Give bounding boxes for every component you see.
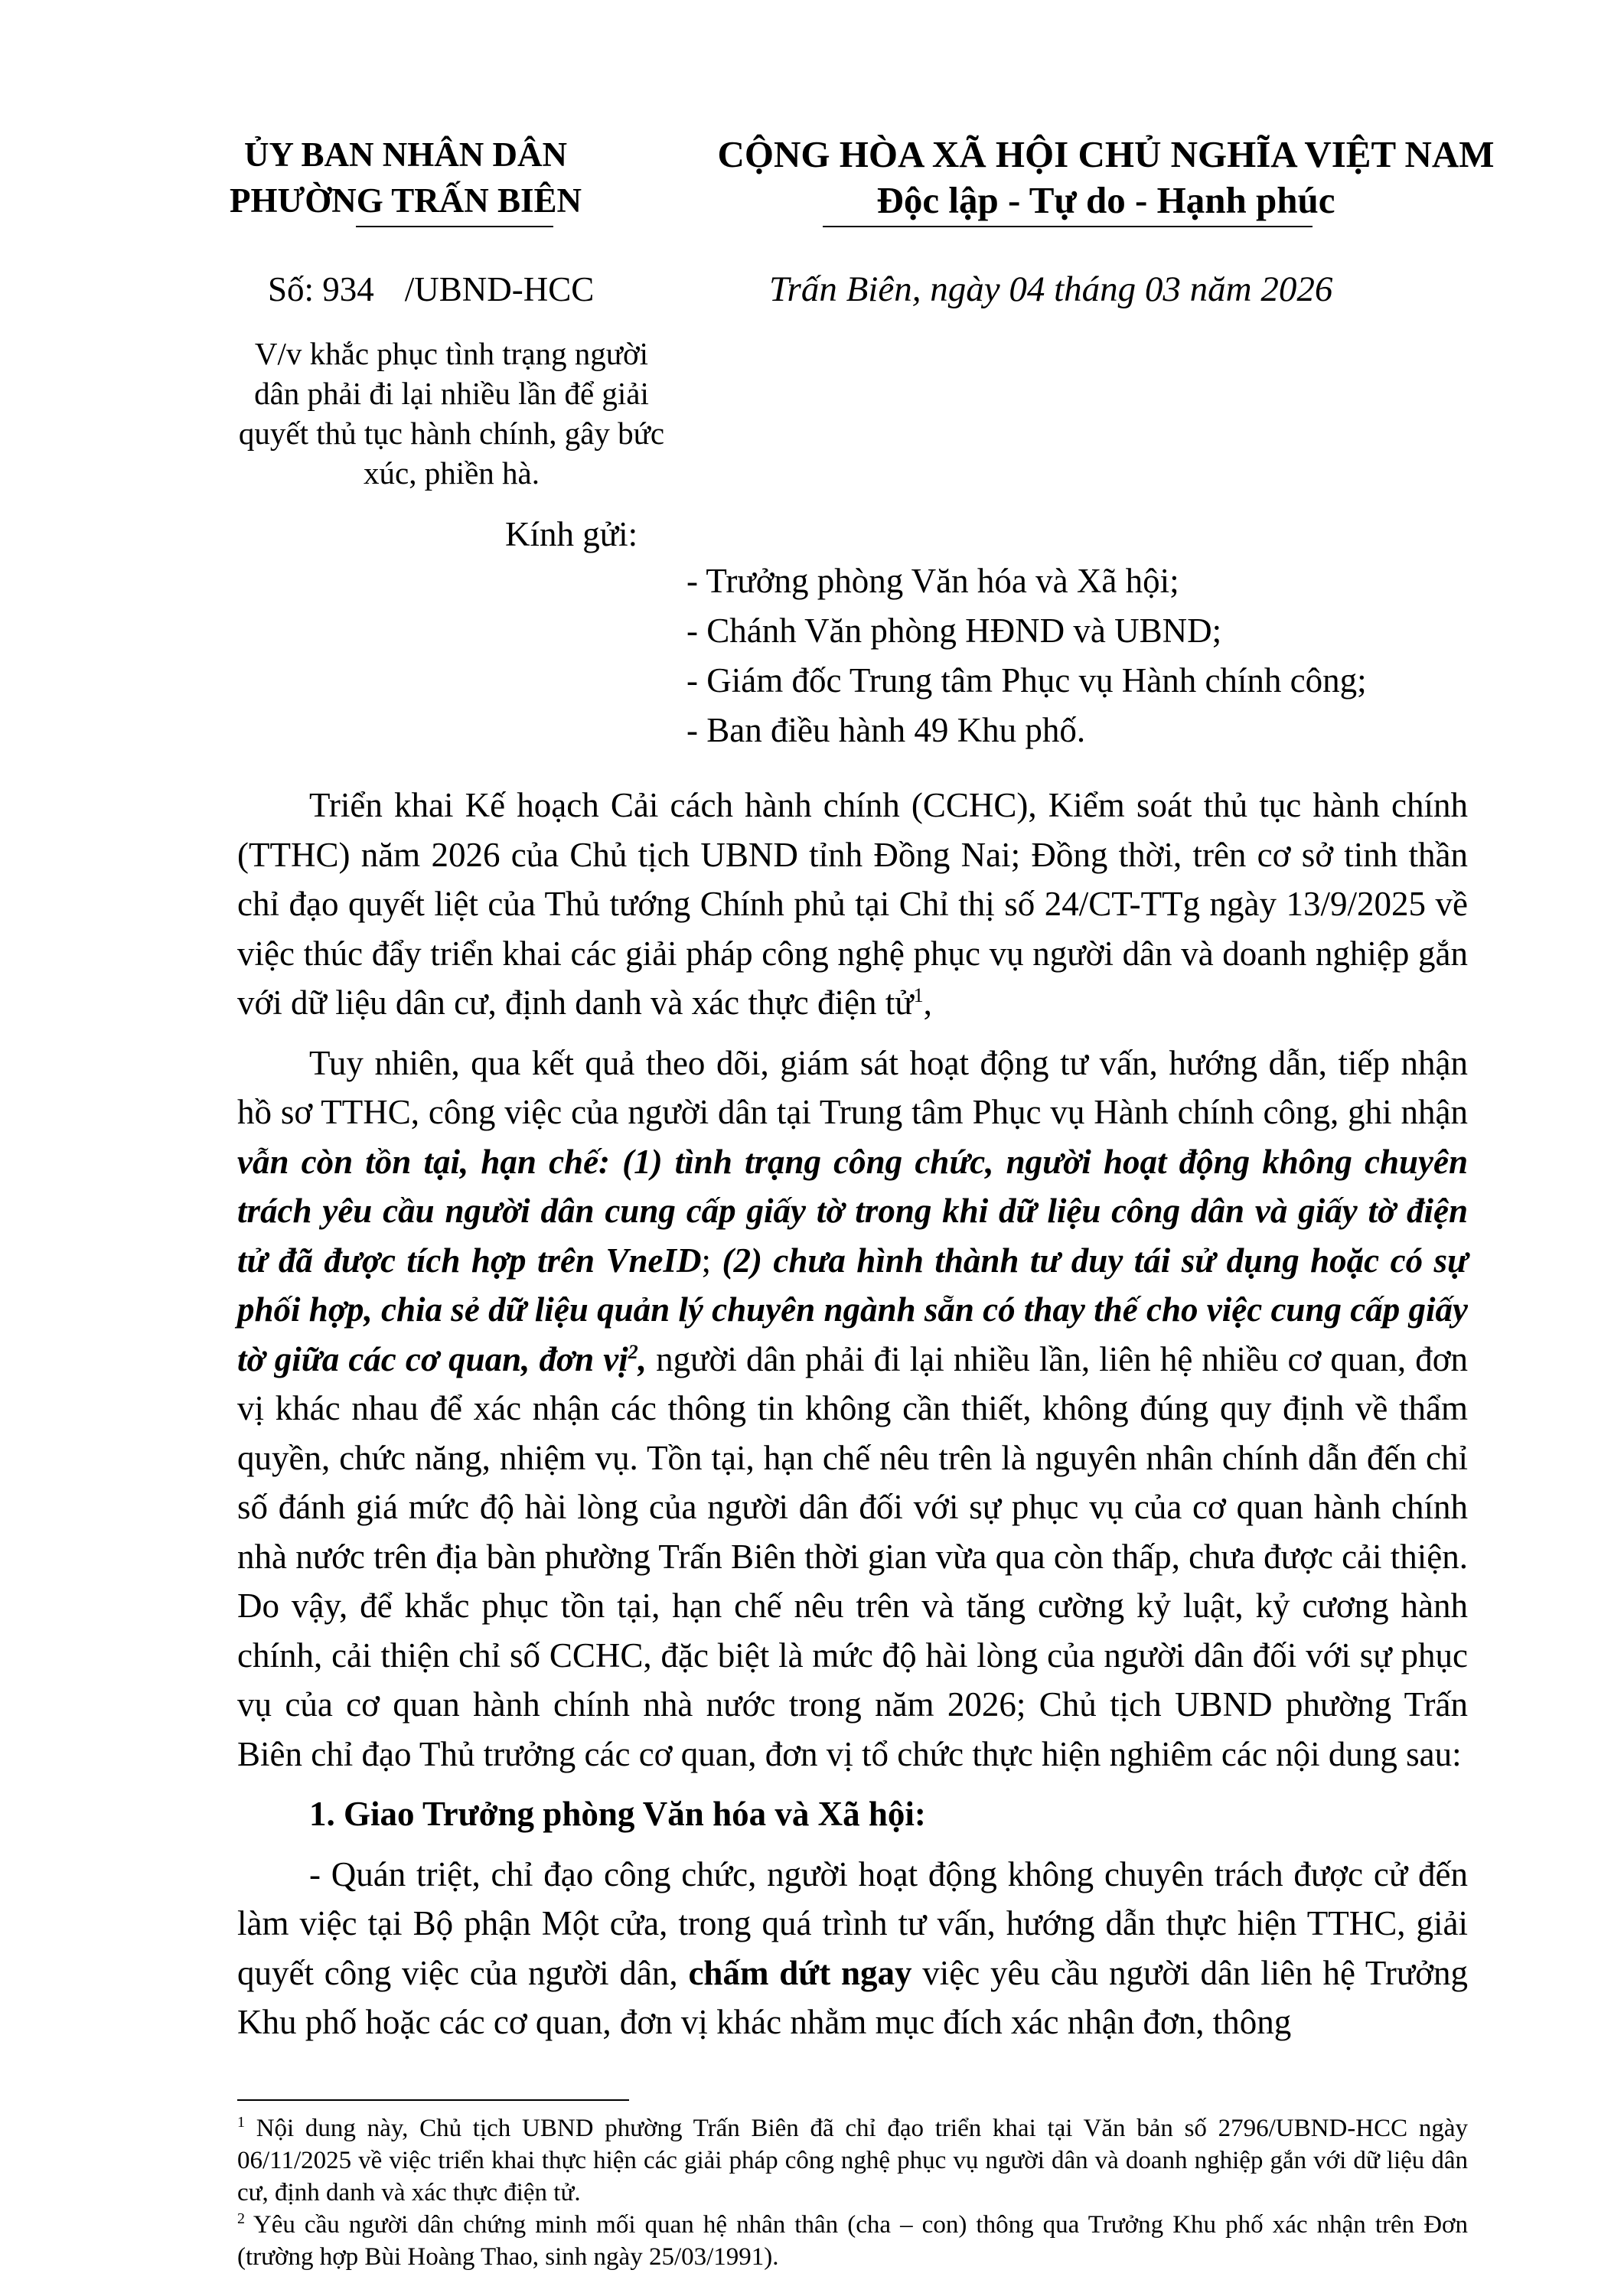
document-body [237,781,1468,2058]
footnote-1 [237,2112,1468,2209]
issuing-agency [191,132,620,223]
paragraph-2-separator: ; [701,1241,722,1280]
footnote-text: Nội dung này, Chủ tịch UBND phường Trấn Biên đã chỉ đạo triển khai tại Văn bản số 2796/UBND-HCC ngày 06/11/2025 về việc triển khai thực hiện các giải pháp công nghệ phục vụ người dân và doanh nghiệp gắn với dữ liệu dân cư, định danh và xác thực điện tử. [237,2115,1468,2206]
recipients-label: Kính gửi: [505,515,638,553]
document-subject: V/v khắc phục tình trạng người dân phải đi lại nhiều lần để giải quyết thủ tục hành chính, gây bức xúc, phiền hà. [238,336,665,491]
agency-name-line2: PHƯỜNG TRẤN BIÊN [229,181,582,220]
recipient-item: - Trưởng phòng Văn hóa và Xã hội; [686,562,1179,600]
paragraph-3-rest: việc yêu cầu người dân liên hệ Trưởng Khu phố hoặc các cơ quan, đơn vị khác nhằm mục đích xác nhận đơn, thông [237,1953,1469,2041]
paragraph-2-emphasis-1: vẫn còn tồn tại, hạn chế: (1) tình trạng công chức, người hoạt động không chuyên trách yêu cầu người dân cung cấp giấy tờ trong khi dữ liệu công dân và giấy tờ điện tử đã được tích hợp trên VneID [237,1142,1468,1280]
motto-underline [823,226,1313,227]
paragraph-1-end: , [923,983,932,1022]
agency-name-line1: ỦY BAN NHÂN DÂN [243,135,568,174]
footnote-mark: 2 [237,2210,245,2227]
recipient-item: - Ban điều hành 49 Khu phố. [686,711,1086,749]
paragraph-2-emphasis-2: (2) chưa hình thành tư duy tái sử dụng hoặc có sự phối hợp, chia sẻ dữ liệu quản lý chuyên ngành sẵn có thay thế cho việc cung cấp giấy tờ giữa các cơ quan, đơn vị [237,1241,1468,1378]
paragraph-3-emphasis: chấm dứt ngay [688,1953,912,1992]
document-number [268,266,594,312]
paragraph-2-rest: người dân phải đi lại nhiều lần, liên hệ nhiều cơ quan, đơn vị khác nhau để xác nhận các thông tin không cần thiết, không đúng quy định về thẩm quyền, chức năng, nhiệm vụ. Tồn tại, hạn chế nêu trên là nguyên nhân chính dẫn đến chỉ số đánh giá mức độ hài lòng của người dân đối với sự phục vụ của cơ quan hành chính nhà nước trên địa bàn phường Trấn Biên thời gian vừa qua còn thấp, chưa được cải thiện. Do vậy, để khắc phục tồn tại, hạn chế nêu trên và tăng cường kỷ luật, kỷ cương hành chính, cải thiện chỉ số CCHC, đặc biệt là mức độ hài lòng của người dân đối với sự phục vụ của cơ quan hành chính nhà nước trong năm 2026; Chủ tịch UBND phường Trấn Biên chỉ đạo Thủ trưởng các cơ quan, đơn vị tổ chức thực hiện nghiêm các nội dung sau: [237,1339,1469,1773]
national-motto [658,132,1554,223]
footnotes [237,2112,1468,2273]
document-number-suffix: /UBND-HCC [404,270,595,308]
paragraph-2-intro: Tuy nhiên, qua kết quả theo dõi, giám sát hoạt động tư vấn, hướng dẫn, tiếp nhận hồ sơ TTHC, công việc của người dân tại Trung tâm Phục vụ Hành chính công, ghi nhận [237,1043,1468,1131]
document-number-prefix: Số: 934 [268,270,374,308]
footnote-mark: 1 [237,2114,245,2131]
nation-name: CỘNG HÒA XÃ HỘI CHỦ NGHĨA VIỆT NAM [717,133,1495,175]
footnote-ref-2: 2 [628,1340,638,1363]
paragraph-1 [237,781,1468,1028]
footnote-ref-1: 1 [913,984,924,1006]
footnote-text: Yêu cầu người dân chứng minh mối quan hệ nhân thân (cha – con) thông qua Trưởng Khu phố xác nhận trên Đơn (trường hợp Bùi Hoàng Thao, sinh ngày 25/03/1991). [237,2211,1468,2271]
recipients-list [686,556,1367,755]
footnote-2 [237,2209,1468,2273]
paragraph-1-text: Triển khai Kế hoạch Cải cách hành chính (CCHC), Kiểm soát thủ tục hành chính (TTHC) năm 2026 của Chủ tịch UBND tỉnh Đồng Nai; Đồng thời, trên cơ sở tinh thần chỉ đạo quyết liệt của Thủ tướng Chính phủ tại Chỉ thị số 24/CT-TTg ngày 13/9/2025 về việc thúc đẩy triển khai các giải pháp công nghệ phục vụ người dân và doanh nghiệp gắn với dữ liệu dân cư, định danh và xác thực điện tử [237,786,1468,1022]
motto: Độc lập - Tự do - Hạnh phúc [876,179,1335,221]
footnote-separator [237,2099,629,2101]
paragraph-2 [237,1039,1468,1779]
paragraph-3-text: - Quán triệt, chỉ đạo công chức, người hoạt động không chuyên trách được cử đến làm việc tại Bộ phận Một cửa, trong quá trình tư vấn, hướng dẫn thực hiện TTHC, giải quyết công việc của người dân, [237,1854,1468,1992]
place-date: Trấn Biên, ngày 04 tháng 03 năm 2026 [769,269,1333,309]
paragraph-2-comma: , [638,1339,647,1378]
recipient-item: - Chánh Văn phòng HĐND và UBND; [686,612,1222,650]
agency-underline [356,226,553,227]
paragraph-3 [237,1850,1468,2047]
recipient-item: - Giám đốc Trung tâm Phục vụ Hành chính công; [686,661,1367,700]
section-heading-1: 1. Giao Trưởng phòng Văn hóa và Xã hội: [309,1795,926,1833]
